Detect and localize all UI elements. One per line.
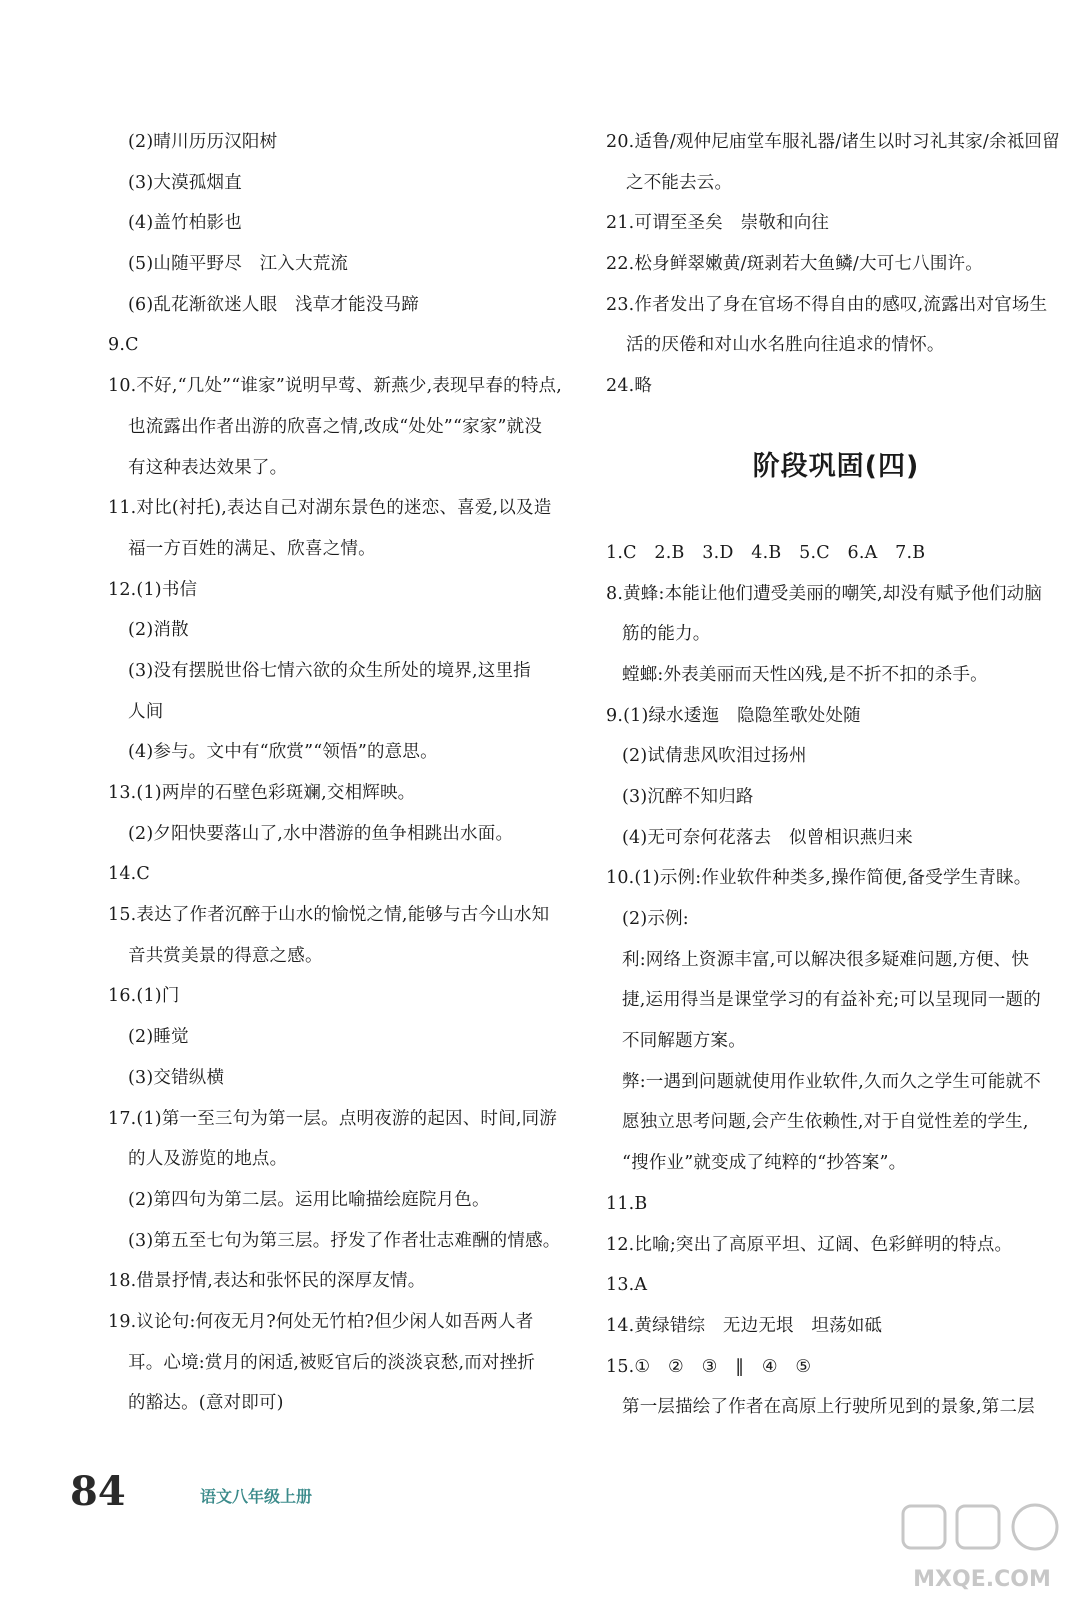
answer-line: (2)晴川历历汉阳树 <box>128 132 278 152</box>
right-column-bottom-answers <box>606 533 1066 1428</box>
answer-line: 螳螂:外表美丽而天性凶残,是不折不扣的杀手。 <box>622 664 988 685</box>
answer-line: (3)大漠孤烟直 <box>128 172 242 193</box>
answer-line: 音共赏美景的得意之感。 <box>128 945 323 966</box>
answer-line: 11.B <box>606 1193 648 1214</box>
answer-line: 有这种表达效果了。 <box>128 457 288 478</box>
answer-line: 9.(1)绿水逶迤 隐隐笙歌处处随 <box>606 705 861 726</box>
answer-line: 利:网络上资源丰富,可以解决很多疑难问题,方便、快 <box>622 949 1030 970</box>
answer-line: 不同解题方案。 <box>622 1031 746 1052</box>
answer-line: 活的厌倦和对山水名胜向往追求的情怀。 <box>626 335 945 356</box>
answer-line: 也流露出作者出游的欣喜之情,改成“处处”“家家”就没 <box>128 416 543 437</box>
answer-line: 之不能去云。 <box>626 172 733 193</box>
answer-line: 10.(1)示例:作业软件种类多,操作简便,备受学生青睐。 <box>606 868 1032 889</box>
answer-line: (5)山随平野尽 江入大荒流 <box>128 254 349 275</box>
answer-line: (4)参与。文中有“欣赏”“领悟”的意思。 <box>128 742 438 763</box>
answer-line: 21.可谓至圣矣 崇敬和向往 <box>606 213 830 234</box>
answer-line: 11.对比(衬托),表达自己对湖东景色的迷恋、喜爱,以及造 <box>108 498 552 519</box>
answer-line: (2)睡觉 <box>128 1027 189 1048</box>
answer-line: 10.不好,“几处”“谁家”说明早莺、新燕少,表现早春的特点, <box>108 376 563 397</box>
answer-line: 23.作者发出了身在官场不得自由的感叹,流露出对官场生 <box>606 294 1048 315</box>
answer-line: “搜作业”就变成了纯粹的“抄答案”。 <box>622 1153 907 1174</box>
answer-line: 20.适鲁/观仲尼庙堂车服礼器/诸生以时习礼其家/余祗回留 <box>606 132 1060 152</box>
answer-line: 第一层描绘了作者在高原上行驶所见到的景象,第二层 <box>622 1397 1035 1418</box>
answer-line: 14.C <box>108 864 151 885</box>
answer-line: 12.(1)书信 <box>108 579 198 600</box>
answer-line: 耳。心境:赏月的闲适,被贬官后的淡淡哀愁,而对挫折 <box>128 1352 536 1373</box>
answer-line: 24.略 <box>606 376 653 397</box>
answer-line: (4)盖竹柏影也 <box>128 213 242 234</box>
answer-line: 的人及游览的地点。 <box>128 1149 288 1170</box>
answer-line: 福一方百姓的满足、欣喜之情。 <box>128 538 376 559</box>
answer-line: 愿独立思考问题,会产生依赖性,对于自觉性差的学生, <box>622 1112 1029 1133</box>
right-column <box>606 122 1066 1428</box>
answer-line: (3)没有摆脱世俗七情六欲的众生所处的境界,这里指 <box>128 660 531 681</box>
answer-line: 15.① ② ③ ‖ ④ ⑤ <box>606 1356 812 1377</box>
answer-line: 13.(1)两岸的石壁色彩斑斓,交相辉映。 <box>108 783 416 803</box>
answer-line: 12.比喻;突出了高原平坦、辽阔、色彩鲜明的特点。 <box>606 1234 1013 1255</box>
book-label: 语文八年级上册 <box>200 1487 313 1506</box>
answer-line: 8.黄蜂:本能让他们遭受美丽的嘲笑,却没有赋予他们动脑 <box>606 583 1043 604</box>
section-title: 阶段巩固(四) <box>752 450 920 482</box>
answer-line: 14.黄绿错综 无边无垠 坦荡如砥 <box>606 1315 883 1336</box>
answer-line: 17.(1)第一至三句为第一层。点明夜游的起因、时间,同游 <box>108 1108 557 1129</box>
answer-line: 捷,运用得当是课堂学习的有益补充;可以呈现同一题的 <box>622 990 1041 1011</box>
left-column <box>108 122 570 1424</box>
answer-line: 19.议论句:何夜无月?何处无竹柏?但少闲人如吾两人者 <box>108 1311 534 1332</box>
answer-line: 18.借景抒情,表达和张怀民的深厚友情。 <box>108 1271 426 1292</box>
answer-line: (2)消散 <box>128 620 189 641</box>
answer-line: 13.A <box>606 1275 648 1296</box>
answer-line: (2)试倩悲风吹泪过扬州 <box>622 746 807 767</box>
answer-line: 1.C 2.B 3.D 4.B 5.C 6.A 7.B <box>606 542 926 563</box>
answer-line: (2)示例: <box>622 909 689 929</box>
answer-line: 筋的能力。 <box>622 624 711 645</box>
answer-line: 人间 <box>128 701 164 722</box>
answer-line: (4)无可奈何花落去 似曾相识燕归来 <box>622 827 913 848</box>
answer-line: (2)夕阳快要落山了,水中潜游的鱼争相跳出水面。 <box>128 823 514 844</box>
answer-line: (3)第五至七句为第三层。抒发了作者壮志难酬的情感。 <box>128 1230 561 1251</box>
answer-line: 16.(1)门 <box>108 986 180 1007</box>
answer-line: (6)乱花渐欲迷人眼 浅草才能没马蹄 <box>128 294 419 315</box>
page-number: 84 <box>70 1468 126 1515</box>
answer-line: 15.表达了作者沉醉于山水的愉悦之情,能够与古今山水知 <box>108 905 550 926</box>
watermark-logo-icon <box>895 1500 1070 1595</box>
right-column-top-answers <box>606 122 1066 407</box>
answer-line: (3)交错纵横 <box>128 1067 225 1088</box>
answer-line: (2)第四句为第二层。运用比喻描绘庭院月色。 <box>128 1189 490 1210</box>
answer-line: (3)沉醉不知归路 <box>622 786 754 807</box>
answer-line: 22.松身鲜翠嫩黄/斑剥若大鱼鳞/大可七八围许。 <box>606 254 983 275</box>
answer-line: 9.C <box>108 335 139 356</box>
watermark-text: MXQE.COM <box>913 1567 1051 1592</box>
answer-line: 弊:一遇到问题就使用作业软件,久而久之学生可能就不 <box>622 1071 1041 1092</box>
answer-line: 的豁达。(意对即可) <box>128 1393 284 1414</box>
